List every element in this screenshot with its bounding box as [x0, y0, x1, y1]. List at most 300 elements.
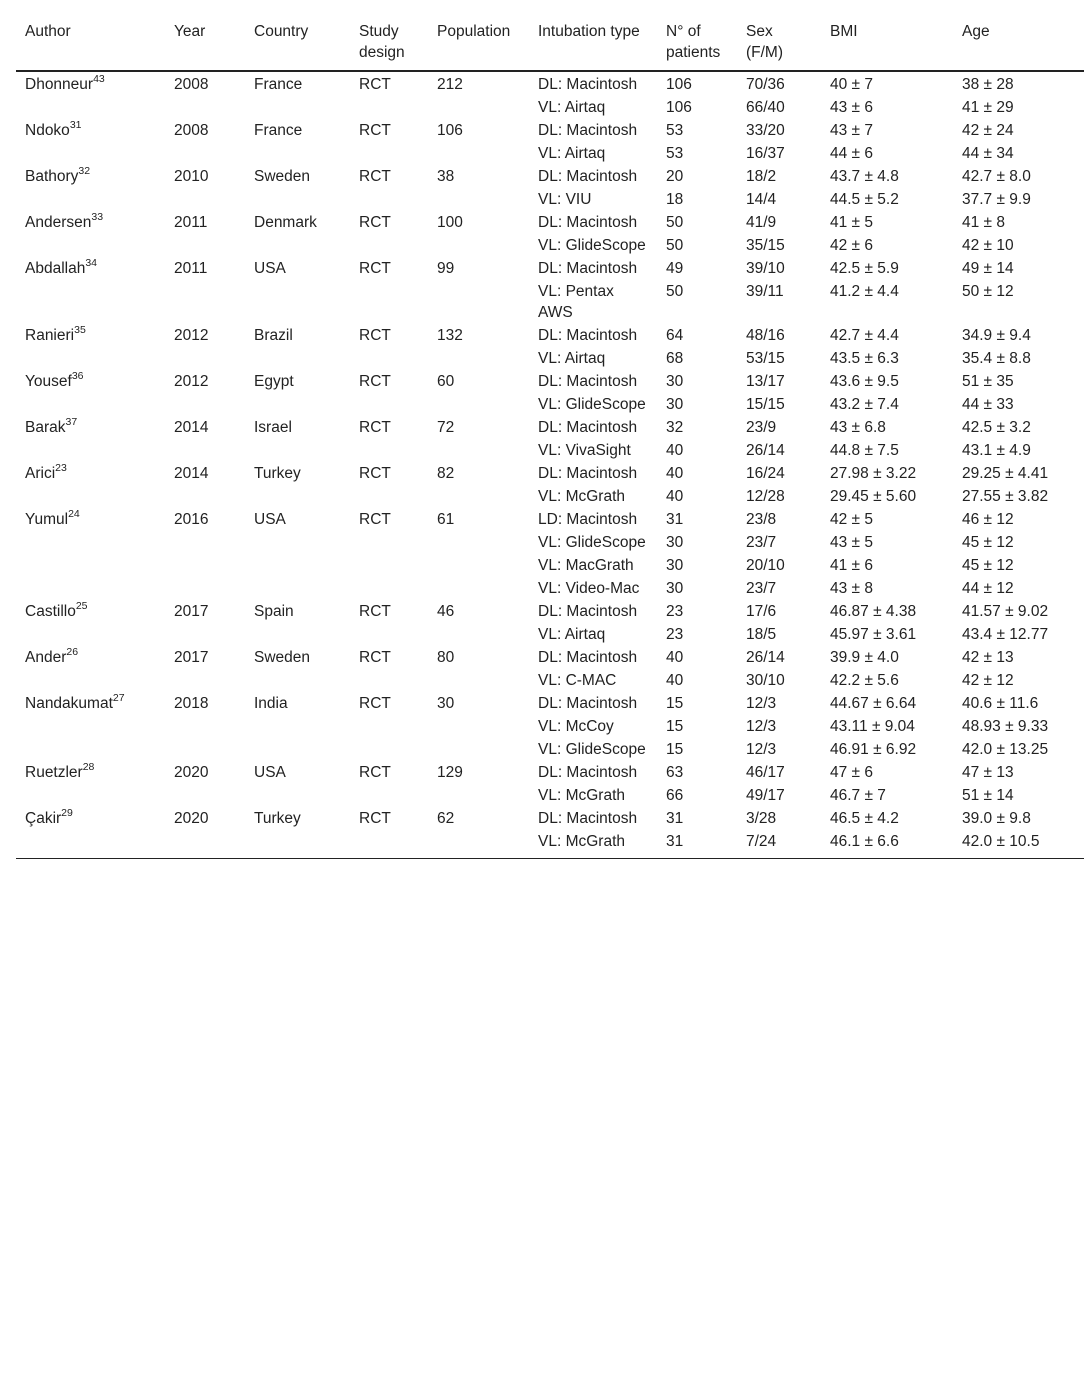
column-header: Intubation type [529, 14, 657, 71]
cell-author [16, 392, 165, 415]
cell-author [16, 760, 165, 783]
cell-sex: 23/8 [746, 511, 777, 528]
cell-n: 40 [666, 672, 684, 689]
cell-n: 31 [666, 511, 684, 528]
cell-country [245, 141, 350, 164]
author-name: Bathory [25, 168, 79, 185]
cell-age: 50 ± 12 [962, 283, 1014, 300]
cell-design [350, 783, 428, 806]
cell-year [165, 714, 245, 737]
cell-author [16, 438, 165, 461]
reference-number: 25 [75, 599, 88, 612]
cell-year [165, 783, 245, 806]
cell-type: DL: Macintosh [538, 122, 638, 139]
cell-sex: 12/3 [746, 695, 777, 712]
cell-country [245, 484, 350, 507]
cell-age: 29.25 ± 4.41 [962, 465, 1049, 482]
cell-n: 15 [666, 695, 684, 712]
cell-author [16, 256, 165, 279]
cell-country: Turkey [254, 465, 301, 482]
cell-design [350, 233, 428, 256]
cell-n: 15 [666, 741, 684, 758]
cell-population: 129 [437, 764, 463, 781]
cell-sex: 53/15 [746, 350, 785, 367]
cell-sex: 12/3 [746, 741, 777, 758]
cell-population [428, 668, 529, 691]
cell-year [165, 95, 245, 118]
cell-type: DL: Macintosh [538, 603, 638, 620]
cell-bmi: 41 ± 6 [830, 557, 873, 574]
table-row [16, 599, 1084, 622]
cell-author [16, 829, 165, 859]
author-name: Dhonneur [25, 76, 94, 93]
author-name: Abdallah [25, 260, 86, 277]
cell-year: 2008 [174, 122, 209, 139]
cell-year: 2014 [174, 419, 209, 436]
cell-sex: 26/14 [746, 649, 785, 666]
cell-type: DL: Macintosh [538, 373, 638, 390]
cell-country [245, 737, 350, 760]
cell-country [245, 530, 350, 553]
cell-country [245, 622, 350, 645]
cell-age: 49 ± 14 [962, 260, 1014, 277]
cell-country: India [254, 695, 288, 712]
cell-sex: 12/28 [746, 488, 785, 505]
cell-type: DL: Macintosh [538, 649, 638, 666]
cell-age: 37.7 ± 9.9 [962, 191, 1031, 208]
cell-n: 49 [666, 260, 684, 277]
cell-bmi: 43.11 ± 9.04 [830, 718, 915, 735]
author-name: Nandakumat [25, 695, 113, 712]
cell-country: Turkey [254, 810, 301, 827]
cell-bmi: 42.5 ± 5.9 [830, 260, 899, 277]
cell-type: VL: C-MAC [538, 672, 617, 689]
cell-country [245, 783, 350, 806]
reference-number: 37 [65, 415, 78, 428]
cell-design [350, 392, 428, 415]
cell-population [428, 438, 529, 461]
cell-year [165, 668, 245, 691]
reference-number: 24 [68, 507, 80, 520]
cell-design: RCT [359, 465, 391, 482]
cell-design [350, 829, 428, 859]
cell-bmi: 44.67 ± 6.64 [830, 695, 917, 712]
cell-sex: 49/17 [746, 787, 785, 804]
author-name: Arici [25, 465, 56, 482]
cell-type: DL: Macintosh [538, 419, 638, 436]
table-row [16, 369, 1084, 392]
cell-author [16, 210, 165, 233]
table-row [16, 783, 1084, 806]
cell-age: 44 ± 33 [962, 396, 1014, 413]
reference-number: 36 [71, 369, 84, 382]
cell-country: Spain [254, 603, 294, 620]
cell-type: VL: McGrath [529, 829, 657, 859]
cell-bmi: 46.91 ± 6.92 [830, 741, 917, 758]
cell-country [245, 233, 350, 256]
cell-population [428, 737, 529, 760]
cell-year [165, 530, 245, 553]
cell-year: 2008 [174, 76, 209, 93]
cell-n: 106 [666, 99, 692, 116]
author-name: Barak [25, 419, 66, 436]
cell-sex: 41/9 [746, 214, 777, 231]
cell-age: 42 ± 13 [962, 649, 1014, 666]
cell-n: 30 [666, 373, 684, 390]
cell-country: USA [254, 764, 286, 781]
cell-bmi: 42 ± 6 [830, 237, 873, 254]
cell-design: RCT [359, 122, 391, 139]
cell-n: 23 [666, 603, 684, 620]
cell-country: Israel [254, 419, 292, 436]
cell-age: 41.57 ± 9.02 [962, 603, 1049, 620]
cell-n: 53 [666, 145, 684, 162]
cell-age: 41 ± 8 [962, 214, 1005, 231]
table-row [16, 553, 1084, 576]
cell-sex: 26/14 [746, 442, 785, 459]
cell-author [16, 71, 165, 95]
cell-type: VL: McGrath [538, 488, 625, 505]
cell-sex: 46/17 [746, 764, 785, 781]
cell-population: 99 [437, 260, 455, 277]
cell-age: 35.4 ± 8.8 [962, 350, 1031, 367]
cell-n: 40 [666, 465, 684, 482]
cell-type: VL: GlideScope [538, 396, 646, 413]
cell-country: Sweden [254, 649, 311, 666]
cell-bmi: 41.2 ± 4.4 [830, 283, 899, 300]
cell-type: VL: Video-Mac [538, 580, 640, 597]
cell-author [16, 507, 165, 530]
reference-number: 26 [66, 645, 79, 658]
cell-author [16, 806, 165, 829]
cell-country [245, 95, 350, 118]
cell-n: 15 [666, 718, 684, 735]
cell-age: 42 ± 24 [962, 122, 1014, 139]
cell-age: 42.7 ± 8.0 [962, 168, 1031, 185]
table-header [16, 14, 1084, 71]
cell-population [428, 783, 529, 806]
cell-design: RCT [359, 810, 391, 827]
cell-population: 100 [437, 214, 463, 231]
table-row [16, 95, 1084, 118]
cell-author [16, 187, 165, 210]
reference-number: 28 [82, 760, 95, 773]
cell-population [428, 576, 529, 599]
cell-design: RCT [359, 695, 391, 712]
table-row [16, 576, 1084, 599]
cell-year: 2012 [174, 327, 209, 344]
cell-population [428, 233, 529, 256]
cell-author [16, 461, 165, 484]
cell-sex: 12/3 [746, 718, 777, 735]
column-header: Sex (F/M) [737, 14, 821, 71]
cell-population [428, 829, 529, 859]
cell-year: 2010 [174, 168, 209, 185]
reference-number: 31 [69, 118, 82, 131]
author-name: Çakir [25, 810, 62, 827]
cell-author [16, 369, 165, 392]
cell-age: 38 ± 28 [962, 76, 1014, 93]
cell-population: 30 [437, 695, 455, 712]
cell-age: 48.93 ± 9.33 [962, 718, 1049, 735]
cell-design: RCT [359, 511, 391, 528]
cell-year [165, 187, 245, 210]
cell-design: RCT [359, 76, 391, 93]
cell-sex: 48/16 [746, 327, 785, 344]
cell-bmi: 43.6 ± 9.5 [830, 373, 899, 390]
cell-author [16, 576, 165, 599]
cell-type: VL: Airtaq [538, 145, 606, 162]
table-row [16, 438, 1084, 461]
cell-year [165, 279, 245, 323]
cell-author [16, 691, 165, 714]
cell-population [428, 187, 529, 210]
cell-population: 46 [437, 603, 455, 620]
table-row [16, 622, 1084, 645]
cell-population: 62 [437, 810, 455, 827]
cell-design: RCT [359, 764, 391, 781]
cell-type: VL: GlideScope [538, 534, 646, 551]
reference-number: 34 [85, 256, 98, 269]
cell-n: 50 [666, 237, 684, 254]
cell-sex: 23/7 [746, 580, 777, 597]
cell-age: 27.55 ± 3.82 [962, 488, 1049, 505]
cell-bmi: 42 ± 5 [830, 511, 873, 528]
cell-author [16, 164, 165, 187]
cell-year [165, 346, 245, 369]
cell-type: VL: VIU [538, 191, 592, 208]
cell-n: 63 [666, 764, 684, 781]
cell-year: 2017 [174, 603, 209, 620]
table-row [16, 806, 1084, 829]
cell-bmi: 44.5 ± 5.2 [830, 191, 899, 208]
cell-population [428, 141, 529, 164]
cell-year [165, 553, 245, 576]
cell-bmi: 46.87 ± 4.38 [830, 603, 917, 620]
cell-author [16, 323, 165, 346]
cell-n: 30 [666, 557, 684, 574]
author-name: Ruetzler [25, 764, 83, 781]
cell-population: 106 [437, 122, 463, 139]
table-row [16, 714, 1084, 737]
cell-population [428, 346, 529, 369]
cell-age: 41 ± 29 [962, 99, 1014, 116]
cell-country: Denmark [254, 214, 317, 231]
table-row [16, 829, 1084, 859]
table-row [16, 668, 1084, 691]
cell-design [350, 346, 428, 369]
cell-n: 31 [657, 829, 737, 859]
cell-design [350, 668, 428, 691]
cell-population: 38 [437, 168, 455, 185]
cell-n: 50 [666, 283, 684, 300]
cell-population [428, 279, 529, 323]
cell-design: RCT [359, 214, 391, 231]
cell-type: DL: Macintosh [538, 695, 638, 712]
cell-population: 132 [437, 327, 463, 344]
cell-author [16, 668, 165, 691]
cell-age: 42.5 ± 3.2 [962, 419, 1031, 436]
cell-year [165, 141, 245, 164]
cell-country: USA [254, 511, 286, 528]
cell-type: VL: Airtaq [538, 99, 606, 116]
cell-author [16, 783, 165, 806]
reference-number: 27 [112, 691, 125, 704]
reference-number: 35 [74, 323, 86, 336]
table-row [16, 71, 1084, 95]
cell-sex: 7/24 [737, 829, 821, 859]
cell-type: DL: Macintosh [538, 764, 638, 781]
table-row [16, 392, 1084, 415]
cell-type: VL: McGrath [538, 787, 625, 804]
cell-n: 40 [666, 649, 684, 666]
cell-author [16, 346, 165, 369]
cell-country: Brazil [254, 327, 293, 344]
cell-bmi: 39.9 ± 4.0 [830, 649, 899, 666]
reference-number: 29 [61, 806, 73, 819]
cell-author [16, 484, 165, 507]
cell-bmi: 47 ± 6 [830, 764, 873, 781]
cell-year [165, 576, 245, 599]
reference-number: 23 [55, 461, 67, 474]
cell-design [350, 737, 428, 760]
cell-type: DL: Macintosh [538, 214, 638, 231]
cell-n: 18 [666, 191, 684, 208]
cell-country [245, 346, 350, 369]
cell-design [350, 95, 428, 118]
cell-sex: 39/11 [746, 283, 784, 300]
cell-design: RCT [359, 327, 391, 344]
cell-bmi: 46.1 ± 6.6 [821, 829, 953, 859]
cell-year: 2016 [174, 511, 209, 528]
cell-year: 2012 [174, 373, 209, 390]
cell-bmi: 40 ± 7 [830, 76, 873, 93]
cell-population: 80 [437, 649, 455, 666]
cell-author [16, 599, 165, 622]
cell-author [16, 622, 165, 645]
cell-type: VL: Airtaq [538, 350, 606, 367]
cell-type: VL: GlideScope [538, 237, 646, 254]
table-row [16, 530, 1084, 553]
cell-bmi: 42.7 ± 4.4 [830, 327, 899, 344]
cell-age: 40.6 ± 11.6 [962, 695, 1039, 712]
cell-sex: 66/40 [746, 99, 785, 116]
cell-design: RCT [359, 603, 391, 620]
cell-sex: 39/10 [746, 260, 785, 277]
cell-age: 45 ± 12 [962, 557, 1014, 574]
cell-design: RCT [359, 168, 391, 185]
cell-design: RCT [359, 260, 391, 277]
cell-author [16, 279, 165, 323]
cell-population: 60 [437, 373, 455, 390]
cell-author [16, 714, 165, 737]
cell-country [245, 668, 350, 691]
cell-population [428, 622, 529, 645]
cell-bmi: 43 ± 5 [830, 534, 873, 551]
author-name: Ndoko [25, 122, 70, 139]
cell-design [350, 530, 428, 553]
cell-age: 45 ± 12 [962, 534, 1014, 551]
column-header: Year [165, 14, 245, 71]
cell-year: 2011 [174, 214, 208, 231]
cell-n: 20 [666, 168, 684, 185]
cell-type: VL: GlideScope [538, 741, 646, 758]
cell-design [350, 553, 428, 576]
reference-number: 43 [93, 72, 105, 85]
cell-n: 40 [666, 442, 684, 459]
author-name: Andersen [25, 214, 92, 231]
cell-sex: 17/6 [746, 603, 777, 620]
cell-type: VL: Airtaq [538, 626, 606, 643]
cell-type: VL: MacGrath [538, 557, 634, 574]
column-header: BMI [821, 14, 953, 71]
cell-population [428, 714, 529, 737]
cell-design [350, 141, 428, 164]
cell-sex: 13/17 [746, 373, 785, 390]
cell-bmi: 46.5 ± 4.2 [830, 810, 899, 827]
cell-age: 43.1 ± 4.9 [962, 442, 1031, 459]
table-row [16, 279, 1084, 323]
cell-design [350, 187, 428, 210]
table-row [16, 461, 1084, 484]
table-row [16, 256, 1084, 279]
cell-population: 72 [437, 419, 455, 436]
cell-bmi: 43 ± 8 [830, 580, 873, 597]
cell-n: 30 [666, 396, 684, 413]
cell-age: 51 ± 35 [962, 373, 1014, 390]
cell-bmi: 43.5 ± 6.3 [830, 350, 899, 367]
cell-year [165, 622, 245, 645]
cell-year: 2014 [174, 465, 209, 482]
cell-year: 2018 [174, 695, 209, 712]
cell-design [350, 714, 428, 737]
table-row [16, 210, 1084, 233]
cell-country [245, 576, 350, 599]
cell-country: Egypt [254, 373, 294, 390]
cell-n: 50 [666, 214, 684, 231]
cell-type: DL: Macintosh [538, 327, 638, 344]
cell-design: RCT [359, 419, 391, 436]
header-row [16, 14, 1084, 71]
cell-bmi: 43 ± 6 [830, 99, 873, 116]
cell-n: 106 [666, 76, 692, 93]
cell-n: 68 [666, 350, 684, 367]
table-row [16, 484, 1084, 507]
cell-type: VL: McCoy [538, 718, 614, 735]
cell-n: 30 [666, 534, 684, 551]
column-header: Author [16, 14, 165, 71]
cell-year [165, 438, 245, 461]
cell-author [16, 233, 165, 256]
table-row [16, 323, 1084, 346]
cell-age: 44 ± 34 [962, 145, 1014, 162]
cell-sex: 18/5 [746, 626, 777, 643]
cell-design: RCT [359, 649, 391, 666]
cell-bmi: 43.7 ± 4.8 [830, 168, 899, 185]
cell-bmi: 44.8 ± 7.5 [830, 442, 899, 459]
cell-design [350, 576, 428, 599]
cell-year: 2020 [174, 764, 209, 781]
cell-bmi: 29.45 ± 5.60 [830, 488, 917, 505]
table-row [16, 233, 1084, 256]
cell-author [16, 141, 165, 164]
table-body [16, 71, 1084, 859]
cell-year [165, 829, 245, 859]
cell-country: France [254, 122, 303, 139]
table-row [16, 645, 1084, 668]
cell-country [245, 829, 350, 859]
cell-n: 32 [666, 419, 684, 436]
